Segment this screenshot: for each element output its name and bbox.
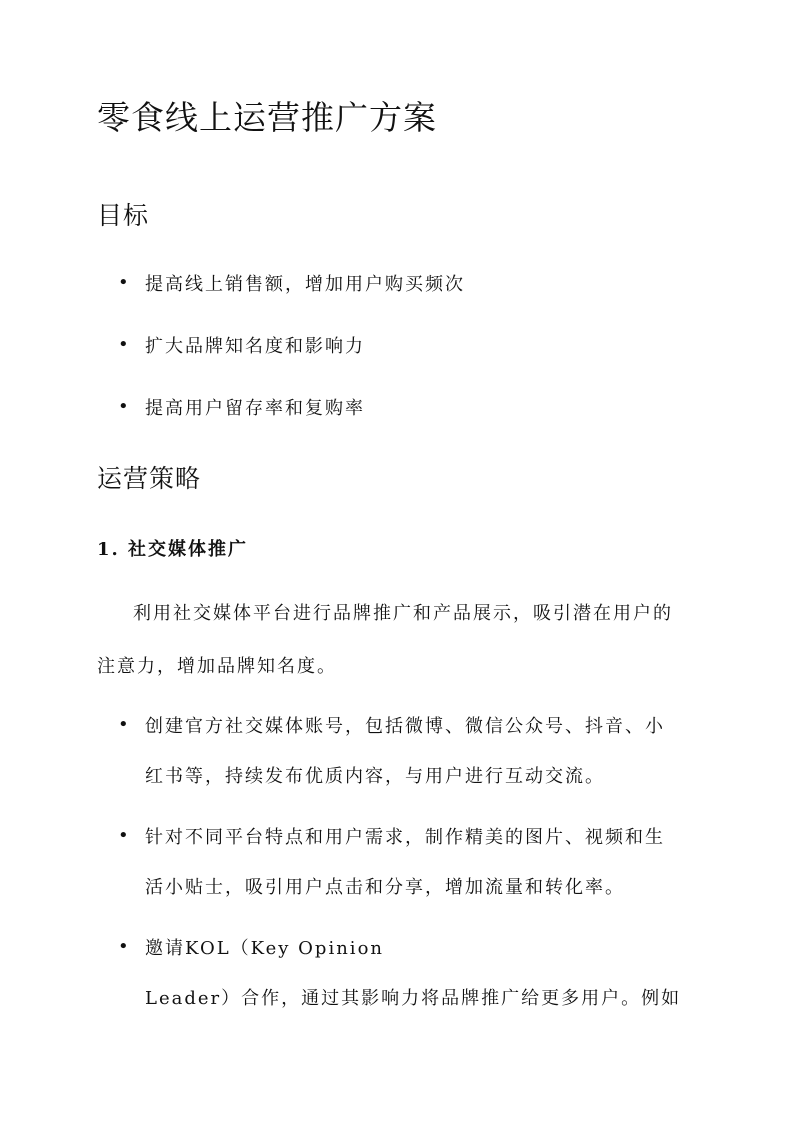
section-heading: 1. 社交媒体推广	[97, 539, 249, 560]
list-item-line: 创建官方社交媒体账号，包括微博、微信公众号、抖音、小	[145, 716, 665, 737]
bullet-icon	[118, 396, 128, 417]
bullet-icon	[118, 825, 128, 846]
bullet-icon	[118, 936, 128, 957]
strategy-heading: 运营策略	[97, 464, 202, 493]
list-item-line: 针对不同平台特点和用户需求，制作精美的图片、视频和生	[145, 827, 665, 848]
list-item-line: 活小贴士，吸引用户点击和分享，增加流量和转化率。	[145, 877, 625, 898]
bullet-icon	[118, 334, 128, 355]
bullet-icon	[118, 714, 128, 735]
list-item-text: 提高用户留存率和复购率	[145, 398, 365, 419]
bullet-icon	[118, 272, 128, 293]
list-item-line: 邀请KOL（Key Opinion	[145, 938, 384, 959]
paragraph-line: 利用社交媒体平台进行品牌推广和产品展示，吸引潜在用户的	[133, 603, 673, 624]
list-item-text: 扩大品牌知名度和影响力	[145, 336, 365, 357]
goals-heading: 目标	[97, 201, 150, 230]
list-item-line: 红书等，持续发布优质内容，与用户进行互动交流。	[145, 766, 605, 787]
list-item-text: 提高线上销售额，增加用户购买频次	[145, 274, 465, 295]
paragraph-line: 注意力，增加品牌知名度。	[97, 656, 337, 677]
document-title: 零食线上运营推广方案	[97, 98, 437, 137]
list-item-line: Leader）合作，通过其影响力将品牌推广给更多用户。例如	[145, 988, 682, 1009]
